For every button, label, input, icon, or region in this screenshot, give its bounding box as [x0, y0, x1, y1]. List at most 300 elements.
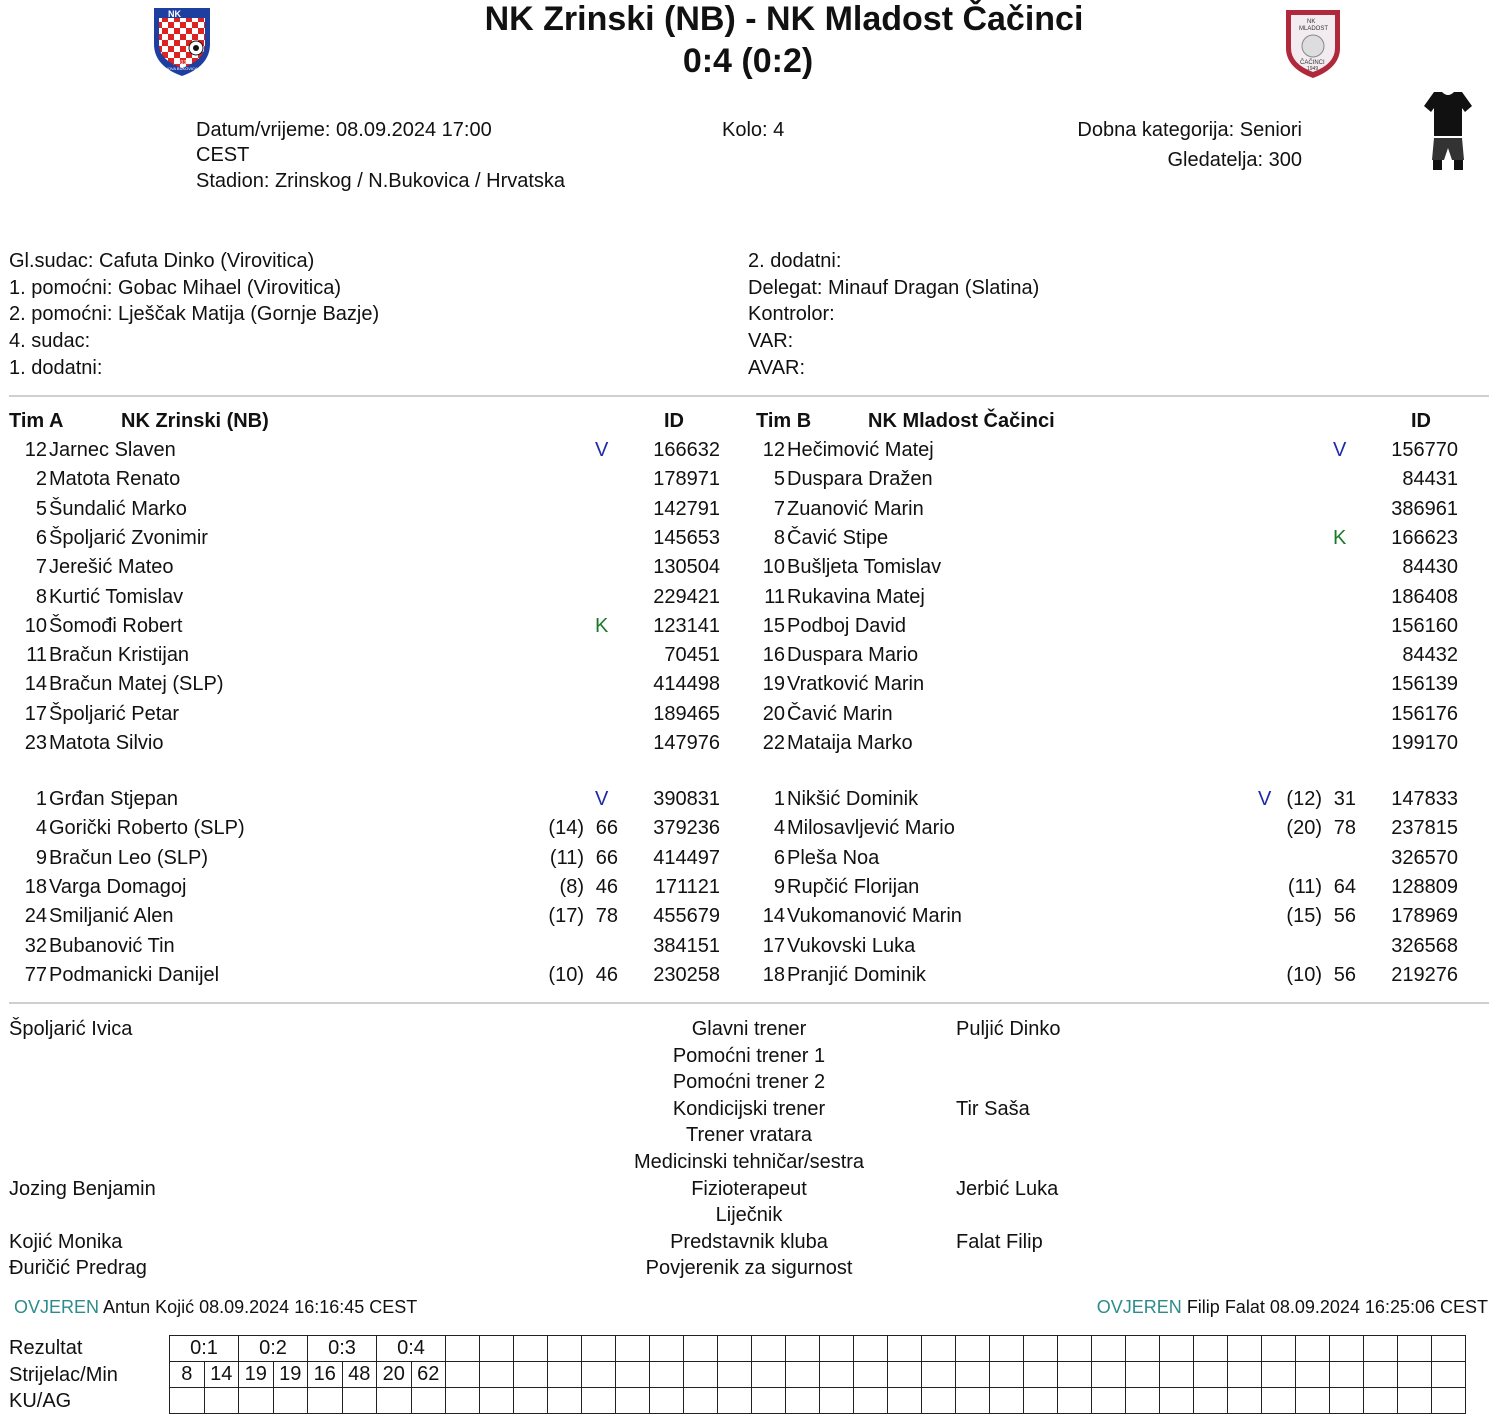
player-name: Čavić Stipe: [787, 526, 889, 549]
player-id: 219276: [1391, 963, 1458, 986]
empty-cell: [1024, 1362, 1058, 1388]
staff-role: Pomoćni trener 2: [672, 1071, 826, 1094]
player-number: 15: [762, 614, 785, 637]
player-number: 2: [35, 468, 47, 491]
player-number: 10: [24, 614, 47, 637]
player-id: 390831: [653, 788, 720, 810]
empty-cell: [582, 1362, 616, 1388]
player-number: 9: [773, 875, 785, 898]
team-a-name: NK Zrinski (NB): [121, 410, 269, 432]
home-staff-member: Jozing Benjamin: [9, 1177, 156, 1200]
player-name: Špoljarić Petar: [49, 702, 180, 725]
svg-text:MLADOST: MLADOST: [1299, 26, 1329, 32]
player-name: Špoljarić Zvonimir: [49, 526, 208, 549]
empty-cell: [922, 1336, 956, 1362]
empty-cell: [1160, 1388, 1194, 1414]
player-name: Varga Domagoj: [49, 875, 187, 898]
player-number: 77: [24, 963, 47, 986]
player-name: Podmanicki Danijel: [49, 963, 220, 986]
goalkeeper-flag: V: [595, 439, 609, 461]
player-name: Grđan Stjepan: [49, 788, 178, 810]
empty-cell: [411, 1388, 446, 1414]
empty-cell: [786, 1336, 820, 1362]
staff-role: Povjerenik za sigurnost: [645, 1257, 853, 1280]
empty-cell: [1092, 1362, 1126, 1388]
player-id: 379236: [653, 817, 720, 840]
player-id: 166632: [653, 439, 720, 461]
empty-cell: [1126, 1362, 1160, 1388]
away-staff-member: Jerbić Luka: [956, 1177, 1059, 1200]
substituted-player-number: (17): [548, 905, 584, 928]
empty-cell: [1398, 1336, 1432, 1362]
substituted-player-number: (11): [549, 846, 584, 869]
player-number: 22: [762, 732, 785, 754]
match-round: Kolo: 4: [722, 119, 785, 141]
player-number: 10: [762, 556, 785, 579]
player-id: 171121: [654, 875, 720, 898]
score-row-label-scorer: Strijelac/Min: [9, 1364, 118, 1386]
player-name: Pranjić Dominik: [787, 963, 926, 986]
player-id: 84430: [1402, 556, 1458, 579]
svg-text:NOVA BUKOVICA: NOVA BUKOVICA: [165, 66, 198, 71]
empty-cell: [786, 1362, 820, 1388]
match-timezone: CEST: [196, 144, 250, 166]
verified-status: OVJEREN: [1096, 1297, 1182, 1317]
match-datetime: Datum/vrijeme: 08.09.2024 17:00: [196, 119, 492, 141]
official-assistant-2: 2. pomoćni: Lješčak Matija (Gornje Bazje): [9, 303, 380, 325]
match-title: NK Zrinski (NB) - NK Mladost Čačinci: [484, 0, 1084, 38]
player-number: 6: [35, 526, 47, 549]
empty-cell: [1194, 1388, 1228, 1414]
player-number: 5: [773, 468, 785, 491]
score-row-label-result: Rezultat: [9, 1337, 83, 1359]
empty-cell: [956, 1362, 990, 1388]
player-name: Podboj David: [787, 614, 906, 637]
verified-status: OVJEREN: [14, 1297, 100, 1317]
player-name: Vukovski Luka: [787, 934, 916, 957]
empty-cell: [854, 1388, 888, 1414]
age-category: Dobna kategorija: Seniori: [1077, 119, 1302, 141]
player-number: 6: [773, 846, 785, 869]
empty-cell: [480, 1336, 514, 1362]
verified-by: Filip Falat 08.09.2024 16:25:06 CEST: [1186, 1297, 1488, 1317]
home-verification: [14, 1297, 417, 1318]
goalkeeper-flag: V: [595, 788, 609, 810]
player-id: 147833: [1391, 788, 1458, 810]
empty-cell: [170, 1388, 205, 1414]
empty-cell: [616, 1362, 650, 1388]
captain-flag: K: [1333, 526, 1347, 549]
empty-cell: [446, 1388, 480, 1414]
player-name: Šundalić Marko: [49, 497, 187, 520]
empty-cell: [514, 1388, 548, 1414]
svg-text:1933.: 1933.: [175, 60, 188, 66]
empty-cell: [582, 1336, 616, 1362]
kit-jersey-icon: [1422, 90, 1474, 172]
substitution-minute: 66: [595, 846, 618, 869]
player-name: Nikšić Dominik: [787, 788, 919, 810]
empty-cell: [342, 1388, 377, 1414]
empty-cell: [990, 1388, 1024, 1414]
player-name: Gorički Roberto (SLP): [49, 817, 245, 840]
empty-cell: [922, 1388, 956, 1414]
empty-cell: [480, 1388, 514, 1414]
away-verification: [1000, 1297, 1488, 1318]
official-avar: AVAR:: [748, 357, 806, 379]
result-cell: 0:2: [239, 1336, 308, 1362]
empty-cell: [548, 1336, 582, 1362]
empty-cell: [888, 1362, 922, 1388]
team-b-id-header: ID: [1411, 410, 1431, 432]
empty-cell: [752, 1362, 786, 1388]
player-number: 14: [762, 905, 785, 928]
empty-cell: [1228, 1362, 1262, 1388]
empty-cell: [1330, 1336, 1364, 1362]
player-id: 145653: [653, 526, 720, 549]
empty-cell: [684, 1388, 718, 1414]
staff-role: Fizioterapeut: [691, 1177, 807, 1200]
player-name: Šomođi Robert: [49, 614, 183, 637]
player-number: 24: [24, 905, 47, 928]
player-number: 4: [35, 817, 47, 840]
match-stadium: Stadion: Zrinskog / N.Bukovica / Hrvatska: [196, 170, 566, 192]
player-number: 14: [24, 673, 47, 696]
empty-cell: [1126, 1336, 1160, 1362]
result-cell: 0:1: [170, 1336, 239, 1362]
player-number: 18: [762, 963, 785, 986]
empty-cell: [684, 1336, 718, 1362]
empty-cell: [239, 1388, 274, 1414]
empty-cell: [1330, 1362, 1364, 1388]
empty-cell: [514, 1362, 548, 1388]
home-staff-member: Kojić Monika: [9, 1230, 123, 1253]
goal-minute-cell: 48: [342, 1362, 377, 1388]
player-name: Vukomanović Marin: [787, 905, 962, 928]
player-id: 414498: [653, 673, 720, 696]
empty-cell: [1024, 1336, 1058, 1362]
player-number: 9: [35, 846, 47, 869]
empty-cell: [718, 1362, 752, 1388]
player-name: Jerešić Mateo: [49, 556, 174, 579]
empty-cell: [548, 1362, 582, 1388]
player-id: 326570: [1391, 846, 1458, 869]
player-id: 84431: [1402, 468, 1458, 491]
empty-cell: [956, 1336, 990, 1362]
empty-cell: [752, 1336, 786, 1362]
player-id: 147976: [653, 732, 720, 754]
official-controller: Kontrolor:: [748, 303, 835, 325]
home-club-logo: [150, 4, 214, 78]
empty-cell: [718, 1336, 752, 1362]
substituted-player-number: (15): [1286, 905, 1322, 928]
player-id: 414497: [653, 846, 720, 869]
player-number: 18: [24, 875, 47, 898]
empty-cell: [616, 1336, 650, 1362]
player-name: Smiljanić Alen: [49, 905, 174, 928]
player-number: 8: [35, 585, 47, 608]
player-id: 229421: [653, 585, 720, 608]
match-score: 0:4 (0:2): [682, 42, 814, 80]
player-name: Bračun Kristijan: [49, 644, 190, 667]
substitution-minute: 78: [595, 905, 618, 928]
player-id: 326568: [1391, 934, 1458, 957]
empty-cell: [1262, 1362, 1296, 1388]
player-name: Rukavina Matej: [787, 585, 925, 608]
player-id: 128809: [1391, 875, 1458, 898]
player-id: 455679: [653, 905, 720, 928]
svg-text:1949: 1949: [1307, 66, 1319, 72]
divider: [9, 1002, 1489, 1004]
empty-cell: [480, 1362, 514, 1388]
substituted-player-number: (10): [548, 963, 584, 986]
substituted-player-number: (12): [1286, 788, 1322, 810]
official-assistant-1: 1. pomoćni: Gobac Mihael (Virovitica): [9, 277, 341, 299]
goalkeeper-flag: V: [1333, 439, 1347, 461]
player-number: 12: [24, 439, 47, 461]
svg-text:ČAČINCI: ČAČINCI: [1300, 60, 1325, 66]
empty-cell: [1160, 1336, 1194, 1362]
player-name: Matota Silvio: [49, 732, 164, 754]
empty-cell: [956, 1388, 990, 1414]
empty-cell: [1160, 1362, 1194, 1388]
substituted-player-number: (11): [1287, 875, 1322, 898]
player-id: 156176: [1391, 702, 1458, 725]
substituted-player-number: (14): [548, 817, 584, 840]
official-additional-1: 1. dodatni:: [9, 357, 103, 379]
player-name: Matota Renato: [49, 468, 181, 491]
player-id: 142791: [653, 497, 720, 520]
empty-cell: [514, 1336, 548, 1362]
player-number: 19: [762, 673, 785, 696]
substitution-minute: 46: [595, 875, 618, 898]
empty-cell: [820, 1362, 854, 1388]
player-name: Mataija Marko: [787, 732, 913, 754]
captain-flag: K: [595, 614, 609, 637]
staff-role: Liječnik: [715, 1204, 783, 1227]
empty-cell: [1432, 1388, 1466, 1414]
team-a-label: Tim A: [9, 410, 64, 432]
player-name: Duspara Dražen: [787, 468, 933, 491]
player-number: 8: [773, 526, 785, 549]
empty-cell: [854, 1336, 888, 1362]
empty-cell: [1058, 1362, 1092, 1388]
substitution-minute: 31: [1333, 788, 1356, 810]
home-staff-member: Špoljarić Ivica: [9, 1018, 133, 1040]
empty-cell: [1364, 1388, 1398, 1414]
away-staff-member: Tir Saša: [956, 1097, 1030, 1120]
empty-cell: [616, 1388, 650, 1414]
substitution-minute: 66: [595, 817, 618, 840]
player-number: 11: [764, 585, 785, 608]
empty-cell: [684, 1362, 718, 1388]
player-number: 7: [35, 556, 47, 579]
official-fourth-referee: 4. sudac:: [9, 330, 91, 352]
empty-cell: [1058, 1336, 1092, 1362]
player-name: Bubanović Tin: [49, 934, 175, 957]
empty-cell: [582, 1388, 616, 1414]
scorer-number-cell: 16: [308, 1362, 343, 1388]
substitution-minute: 78: [1333, 817, 1356, 840]
empty-cell: [1364, 1336, 1398, 1362]
staff-role: Pomoćni trener 1: [672, 1044, 826, 1067]
empty-cell: [1432, 1362, 1466, 1388]
substitution-minute: 56: [1333, 963, 1356, 986]
verified-by: Antun Kojić 08.09.2024 16:16:45 CEST: [103, 1297, 418, 1317]
player-id: 178971: [653, 468, 720, 491]
player-name: Vratković Marin: [787, 673, 925, 696]
empty-cell: [204, 1388, 239, 1414]
svg-text:NK: NK: [168, 9, 181, 19]
empty-cell: [1194, 1362, 1228, 1388]
empty-cell: [888, 1336, 922, 1362]
staff-role: Trener vratara: [686, 1124, 812, 1147]
player-id: 386961: [1391, 497, 1458, 520]
empty-cell: [1262, 1388, 1296, 1414]
spectators: Gledatelja: 300: [1167, 149, 1302, 171]
player-id: 166623: [1391, 526, 1458, 549]
player-number: 1: [35, 788, 47, 810]
empty-cell: [888, 1388, 922, 1414]
empty-cell: [1296, 1362, 1330, 1388]
substitution-minute: 56: [1333, 905, 1356, 928]
empty-cell: [1330, 1388, 1364, 1414]
player-number: 7: [773, 497, 785, 520]
player-id: 189465: [653, 702, 720, 725]
score-progress-table: [169, 1335, 1466, 1414]
empty-cell: [1194, 1336, 1228, 1362]
substitution-minute: 64: [1333, 875, 1356, 898]
empty-cell: [1432, 1336, 1466, 1362]
scorer-number-cell: 20: [377, 1362, 412, 1388]
player-name: Rupčić Florijan: [787, 875, 920, 898]
empty-cell: [922, 1362, 956, 1388]
player-number: 16: [762, 644, 785, 667]
result-cell: 0:4: [377, 1336, 446, 1362]
player-number: 17: [762, 934, 785, 957]
empty-cell: [273, 1388, 308, 1414]
empty-cell: [1262, 1336, 1296, 1362]
away-staff-member: Falat Filip: [956, 1230, 1043, 1253]
player-id: 156770: [1391, 439, 1458, 461]
player-number: 5: [35, 497, 47, 520]
staff-role: Medicinski tehničar/sestra: [633, 1151, 865, 1173]
scorer-number-cell: 8: [170, 1362, 205, 1388]
player-id: 84432: [1402, 644, 1458, 667]
empty-cell: [1398, 1362, 1432, 1388]
player-id: 178969: [1391, 905, 1458, 928]
team-b-name: NK Mladost Čačinci: [868, 410, 1055, 432]
score-row-label-ku-ag: KU/AG: [9, 1390, 72, 1412]
away-club-logo: [1280, 4, 1346, 80]
player-name: Hečimović Matej: [787, 439, 934, 461]
staff-role: Glavni trener: [691, 1018, 807, 1040]
player-name: Jarnec Slaven: [49, 439, 176, 461]
player-id: 156139: [1391, 673, 1458, 696]
player-number: 23: [24, 732, 47, 754]
empty-cell: [1092, 1388, 1126, 1414]
player-id: 237815: [1391, 817, 1458, 840]
player-name: Duspara Mario: [787, 644, 919, 667]
goal-minute-cell: 19: [273, 1362, 308, 1388]
empty-cell: [820, 1336, 854, 1362]
empty-cell: [377, 1388, 412, 1414]
empty-cell: [854, 1362, 888, 1388]
player-number: 11: [26, 644, 47, 667]
divider: [9, 395, 1489, 397]
empty-cell: [650, 1362, 684, 1388]
empty-cell: [990, 1336, 1024, 1362]
official-additional-2: 2. dodatni:: [748, 250, 842, 272]
empty-cell: [1228, 1388, 1262, 1414]
player-name: Bračun Matej (SLP): [49, 673, 224, 696]
official-main-referee: Gl.sudac: Cafuta Dinko (Virovitica): [9, 250, 315, 272]
team-a-id-header: ID: [664, 410, 684, 432]
player-id: 384151: [653, 934, 720, 957]
empty-cell: [752, 1388, 786, 1414]
substituted-player-number: (8): [559, 875, 584, 898]
away-staff-member: Puljić Dinko: [956, 1018, 1061, 1040]
empty-cell: [786, 1388, 820, 1414]
substituted-player-number: (10): [1286, 963, 1322, 986]
empty-cell: [308, 1388, 343, 1414]
player-name: Pleša Noa: [787, 846, 880, 869]
player-name: Čavić Marin: [787, 702, 893, 725]
player-number: 1: [773, 788, 785, 810]
empty-cell: [1296, 1336, 1330, 1362]
player-name: Bračun Leo (SLP): [49, 846, 208, 869]
player-id: 130504: [653, 556, 720, 579]
player-name: Kurtić Tomislav: [49, 585, 184, 608]
empty-cell: [1024, 1388, 1058, 1414]
substituted-player-number: (20): [1286, 817, 1322, 840]
player-number: 17: [24, 702, 47, 725]
svg-text:NK: NK: [1307, 19, 1316, 25]
empty-cell: [446, 1362, 480, 1388]
team-b-label: Tim B: [756, 410, 812, 432]
empty-cell: [1092, 1336, 1126, 1362]
empty-cell: [990, 1362, 1024, 1388]
goal-minute-cell: 62: [411, 1362, 446, 1388]
staff-role: Predstavnik kluba: [670, 1230, 828, 1253]
empty-cell: [1296, 1388, 1330, 1414]
home-staff-member: Đuričić Predrag: [9, 1257, 147, 1280]
empty-cell: [1058, 1388, 1092, 1414]
player-name: Milosavljević Mario: [787, 817, 955, 840]
empty-cell: [650, 1388, 684, 1414]
player-id: 230258: [653, 963, 720, 986]
player-id: 199170: [1391, 732, 1458, 754]
official-delegate: Delegat: Minauf Dragan (Slatina): [748, 277, 1040, 299]
official-var: VAR:: [748, 330, 794, 352]
player-id: 186408: [1391, 585, 1458, 608]
empty-cell: [650, 1336, 684, 1362]
player-id: 70451: [664, 644, 720, 667]
substitution-minute: 46: [595, 963, 618, 986]
empty-cell: [1228, 1336, 1262, 1362]
empty-cell: [1364, 1362, 1398, 1388]
player-name: Bušljeta Tomislav: [787, 556, 942, 579]
player-number: 32: [24, 934, 47, 957]
empty-cell: [548, 1388, 582, 1414]
player-name: Zuanović Marin: [787, 497, 924, 520]
goal-minute-cell: 14: [204, 1362, 239, 1388]
empty-cell: [820, 1388, 854, 1414]
player-id: 123141: [653, 614, 720, 637]
result-cell: 0:3: [308, 1336, 377, 1362]
empty-cell: [446, 1336, 480, 1362]
staff-role: Kondicijski trener: [672, 1097, 826, 1120]
player-number: 20: [762, 702, 785, 725]
